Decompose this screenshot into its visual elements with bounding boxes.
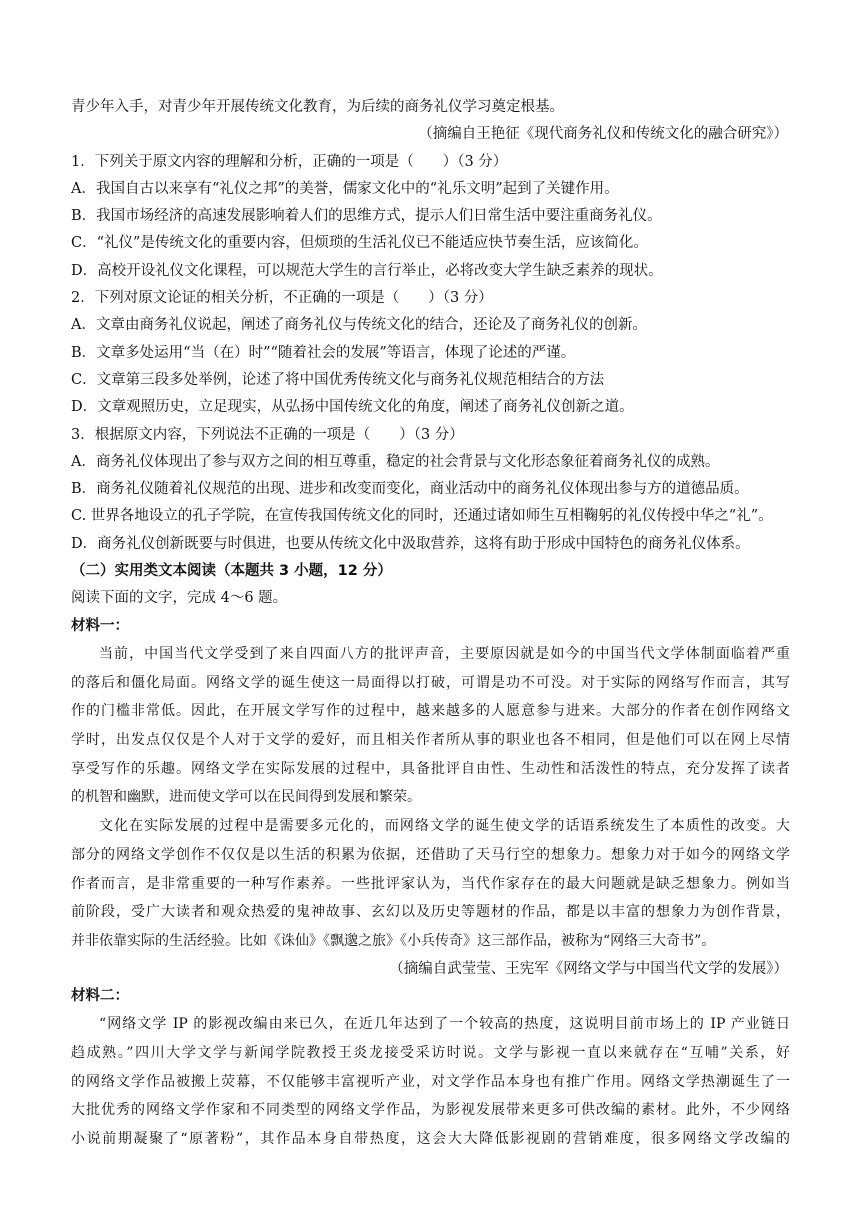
material-1-label: 材料一： [71,617,129,634]
paragraph-line: 的网络文学作品被搬上荧幕，不仅能够丰富视听产业，对文学作品本身也有推广作用。网络文学热潮诞生了一 [71,1073,790,1090]
paragraph-line: 部分的网络文学创作不仅仅是以生活的积累为依据，还借助了天马行空的想象力。想象力对于如今的网络文学 [71,846,790,863]
option-d: D．商务礼仪创新既要与时俱进，也要从传统文化中汲取营养，这将有助于形成中国特色的商务礼仪体系。 [71,535,750,552]
option-c: C．文章第三段多处举例，论述了将中国优秀传统文化与商务礼仪规范相结合的方法 [71,371,605,388]
question-stem: 3．根据原文内容，下列说法不正确的一项是（ ）（3 分） [71,426,464,443]
question-2 [71,285,790,421]
material-1-body [71,640,790,956]
material-2-body [71,1010,790,1154]
option-b: B．我国市场经济的高速发展影响着人们的思维方式，提示人们日常生活中要注重商务礼仪。 [71,208,662,225]
option-a: A．文章由商务礼仪说起，阐述了商务礼仪与传统文化的结合，还论及了商务礼仪的创新。 [71,317,647,334]
option-d: D．文章观照历史，立足现实，从弘扬中国传统文化的角度，阐述了商务礼仪创新之道。 [71,399,634,416]
question-1 [71,149,790,285]
option-d: D．高校开设礼仪文化课程，可以规范大学生的言行举止，必将改变大学生缺乏素养的现状。 [71,262,663,279]
passage-tail-line: 青少年入手，对青少年开展传统文化教育，为后续的商务礼仪学习奠定根基。 [71,99,564,115]
option-a: A．我国自古以来享有“礼仪之邦”的美誉，儒家文化中的“礼乐文明”起到了关键作用。 [71,180,619,197]
paragraph-line: 的落后和僵化局面。网络文学的诞生使这一局面得以打破，可谓是功不可没。对于实际的网络写作而言，其写 [71,674,790,691]
option-b: B．商务礼仪随着礼仪规范的出现、进步和改变而变化，商业活动中的商务礼仪体现出参与方的道德品质。 [71,481,749,498]
paragraph-line: 趋成熟。”四川大学文学与新闻学院教授王炎龙接受采访时说。文学与影视一直以来就存在“互哺”关系，好 [71,1044,790,1061]
paragraph-line: 并非依靠实际的生活经验。比如《诛仙》《飘邈之旅》《小兵传奇》这三部作品，被称为“网络三大奇书”。 [71,932,716,949]
option-b: B．文章多处运用“当（在）时”“随着社会的发展”等语言，体现了论述的严谨。 [71,344,576,361]
section-instruction: 阅读下面的文字，完成 4～6 题。 [71,590,288,607]
option-c: C. 世界各地设立的孔子学院，在宣传我国传统文化的同时，还通过诸如师生互相鞠躬的礼仪传授中华之“礼”。 [71,508,773,525]
paragraph-line: 享受写作的乐趣。网络文学在实际发展的过程中，具备批评自由性、生动性和活泼性的特点，充分发挥了读者 [71,760,790,777]
question-stem: 1．下列关于原文内容的理解和分析，正确的一项是（ ）（3 分） [71,153,508,170]
question-3 [71,422,790,558]
paragraph-line: 小说前期凝聚了“原著粉”，其作品本身自带热度，这会大大降低影视剧的营销难度，很多网络文学改编的 [71,1131,790,1148]
paragraph-line: 学时，出发点仅仅是个人对于文学的爱好，而且相关作者所从事的职业也各不相同，但是他们可以在网上尽情 [71,732,790,749]
option-c: C．“礼仪”是传统文化的重要内容，但烦琐的生活礼仪已不能适应快节奏生活，应该简化。 [71,235,648,252]
paragraph-line: 文化在实际发展的过程中是需要多元化的，而网络文学的诞生使文学的话语系统发生了本质性的改变。大 [99,818,790,835]
paragraph-line: “网络文学 IP 的影视改编由来已久，在近几年达到了一个较高的热度，这说明目前市场上的 IP 产业链日 [99,1016,790,1033]
option-a: A．商务礼仪体现出了参与双方之间的相互尊重，稳定的社会背景与文化形态象征着商务礼仪的成熟。 [71,453,720,470]
question-stem: 2．下列对原文论证的相关分析，不正确的一项是（ ）（3 分） [71,290,493,307]
material-1-source: （摘编自武莹莹、王宪军《网络文学与中国当代文学的发展》） [389,960,788,977]
paragraph-line: 大批优秀的网络文学作家和不同类型的网络文学作品，为影视发展带来更多可供改编的素材。此外，不少网络 [71,1102,790,1119]
passage-source: （摘编自王艳征《现代商务礼仪和传统文化的融合研究》） [418,126,788,143]
material-2-label: 材料二： [71,987,129,1004]
paragraph-line: 当前，中国当代文学受到了来自四面八方的批评声音，主要原因就是如今的中国当代文学体制面临着严重 [99,645,790,662]
section-heading: （二）实用类文本阅读（本题共 3 小题，12 分） [71,563,392,580]
paragraph-line: 前阶段，受广大读者和观众热爱的鬼神故事、玄幻以及历史等题材的作品，都是以丰富的想象力为创作背景， [71,904,790,921]
paragraph-line: 作者而言，是非常重要的一种写作素养。一些批评家认为，当代作家存在的最大问题就是缺乏想象力。例如当 [71,875,790,892]
paragraph-line: 的机智和幽默，进而使文学可以在民间得到发展和繁荣。 [71,789,421,806]
paragraph-line: 作的门槛非常低。因此，在开展文学写作的过程中，越来越多的人愿意参与进来。大部分的作者在创作网络文 [71,703,790,720]
